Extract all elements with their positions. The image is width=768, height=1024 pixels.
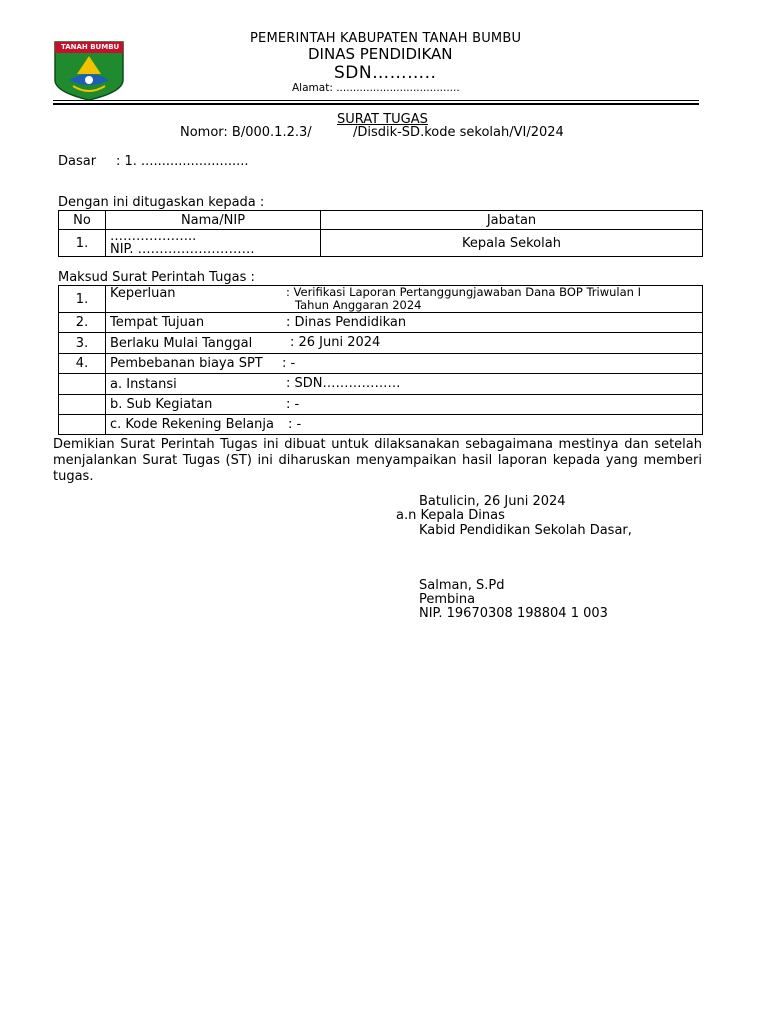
staff-jabatan: Kepala Sekolah (321, 230, 703, 257)
document-title: SURAT TUGAS (337, 112, 428, 127)
staff-name-cell (106, 230, 321, 257)
signature-an: a.n Kepala Dinas (396, 508, 505, 523)
purpose-cell (106, 395, 703, 415)
document-number: Nomor: B/000.1.2.3/ /Disdik-SD.kode sekolah/VI/2024 (180, 125, 564, 140)
dasar-label: Dasar (58, 154, 97, 169)
purpose-item-label: Tempat Tujuan (110, 315, 205, 330)
staff-table (58, 210, 703, 257)
purpose-item-label: c. Kode Rekening Belanja (110, 417, 274, 432)
table-row (59, 395, 703, 415)
purpose-item-label: Berlaku Mulai Tanggal (110, 335, 253, 351)
regency-emblem-logo (53, 40, 125, 102)
signature-position: Kabid Pendidikan Sekolah Dasar, (419, 523, 632, 538)
purpose-item-label: Pembebanan biaya SPT (110, 356, 263, 371)
purpose-cell (106, 415, 703, 435)
purpose-item-value: : - (286, 397, 300, 412)
table-row (59, 354, 703, 374)
letterhead-divider-bottom (53, 103, 699, 105)
table-row (59, 333, 703, 354)
purpose-label: Maksud Surat Perintah Tugas : (58, 270, 255, 285)
purpose-item-label: Keperluan (110, 286, 176, 301)
letterhead-address: Alamat: ..................................... (292, 82, 460, 94)
staff-no: 1. (59, 230, 106, 257)
purpose-cell (106, 313, 703, 333)
purpose-no: 2. (59, 313, 106, 333)
staff-name: ……………….. (110, 229, 197, 244)
purpose-no (59, 374, 106, 395)
purpose-no: 1. (59, 286, 106, 313)
purpose-no (59, 415, 106, 435)
dasar-value: : 1. .......................... (116, 154, 249, 169)
letterhead-divider-top (53, 100, 699, 101)
staff-nip: NIP. ……………………… (110, 242, 255, 257)
signature-rank: Pembina (419, 592, 476, 607)
logo-text: TANAH BUMBU (61, 43, 120, 51)
purpose-no (59, 395, 106, 415)
purpose-item-value: : - (288, 417, 302, 432)
table-row (59, 313, 703, 333)
header-no: No (59, 211, 106, 230)
letterhead-government: PEMERINTAH KABUPATEN TANAH BUMBU (250, 31, 522, 46)
purpose-table (58, 285, 703, 435)
purpose-no: 4. (59, 354, 106, 374)
purpose-cell (106, 333, 703, 354)
purpose-item-value-wrap (286, 286, 641, 312)
purpose-no: 3. (59, 333, 106, 354)
purpose-item-value: : - (282, 356, 296, 371)
purpose-cell (106, 354, 703, 374)
header-jabatan: Jabatan (321, 211, 703, 230)
table-row (59, 415, 703, 435)
closing-paragraph: Demikian Surat Perintah Tugas ini dibuat untuk dilaksanakan sebagaimana mestinya dan setelah menjalankan Surat Tugas (ST) ini diharuskan menyampaikan hasil laporan kepada yang memberi tugas. (53, 437, 702, 484)
purpose-item-label: a. Instansi (110, 376, 177, 392)
purpose-item-value-cont: Tahun Anggaran 2024 (295, 298, 422, 312)
letterhead-school: SDN……….. (334, 63, 437, 83)
purpose-item-value: : Verifikasi Laporan Pertanggungjawaban Dana BOP Triwulan I (286, 285, 641, 299)
assignment-intro: Dengan ini ditugaskan kepada : (58, 195, 265, 210)
table-row (59, 374, 703, 395)
header-name-nip: Nama/NIP (106, 211, 321, 230)
signature-name: Salman, S.Pd (419, 578, 505, 593)
purpose-item-value: : 26 Juni 2024 (290, 335, 381, 350)
purpose-item-value: : SDN……………… (286, 376, 401, 391)
purpose-item-label: b. Sub Kegiatan (110, 397, 213, 412)
signature-nip: NIP. 19670308 198804 1 003 (419, 606, 608, 621)
signature-place-date: Batulicin, 26 Juni 2024 (419, 494, 566, 509)
purpose-item-value: : Dinas Pendidikan (286, 315, 407, 330)
table-row (59, 286, 703, 313)
letterhead-department: DINAS PENDIDIKAN (308, 45, 453, 63)
staff-table-header (59, 211, 703, 230)
purpose-cell (106, 374, 703, 395)
table-row (59, 230, 703, 257)
purpose-cell (106, 286, 703, 313)
